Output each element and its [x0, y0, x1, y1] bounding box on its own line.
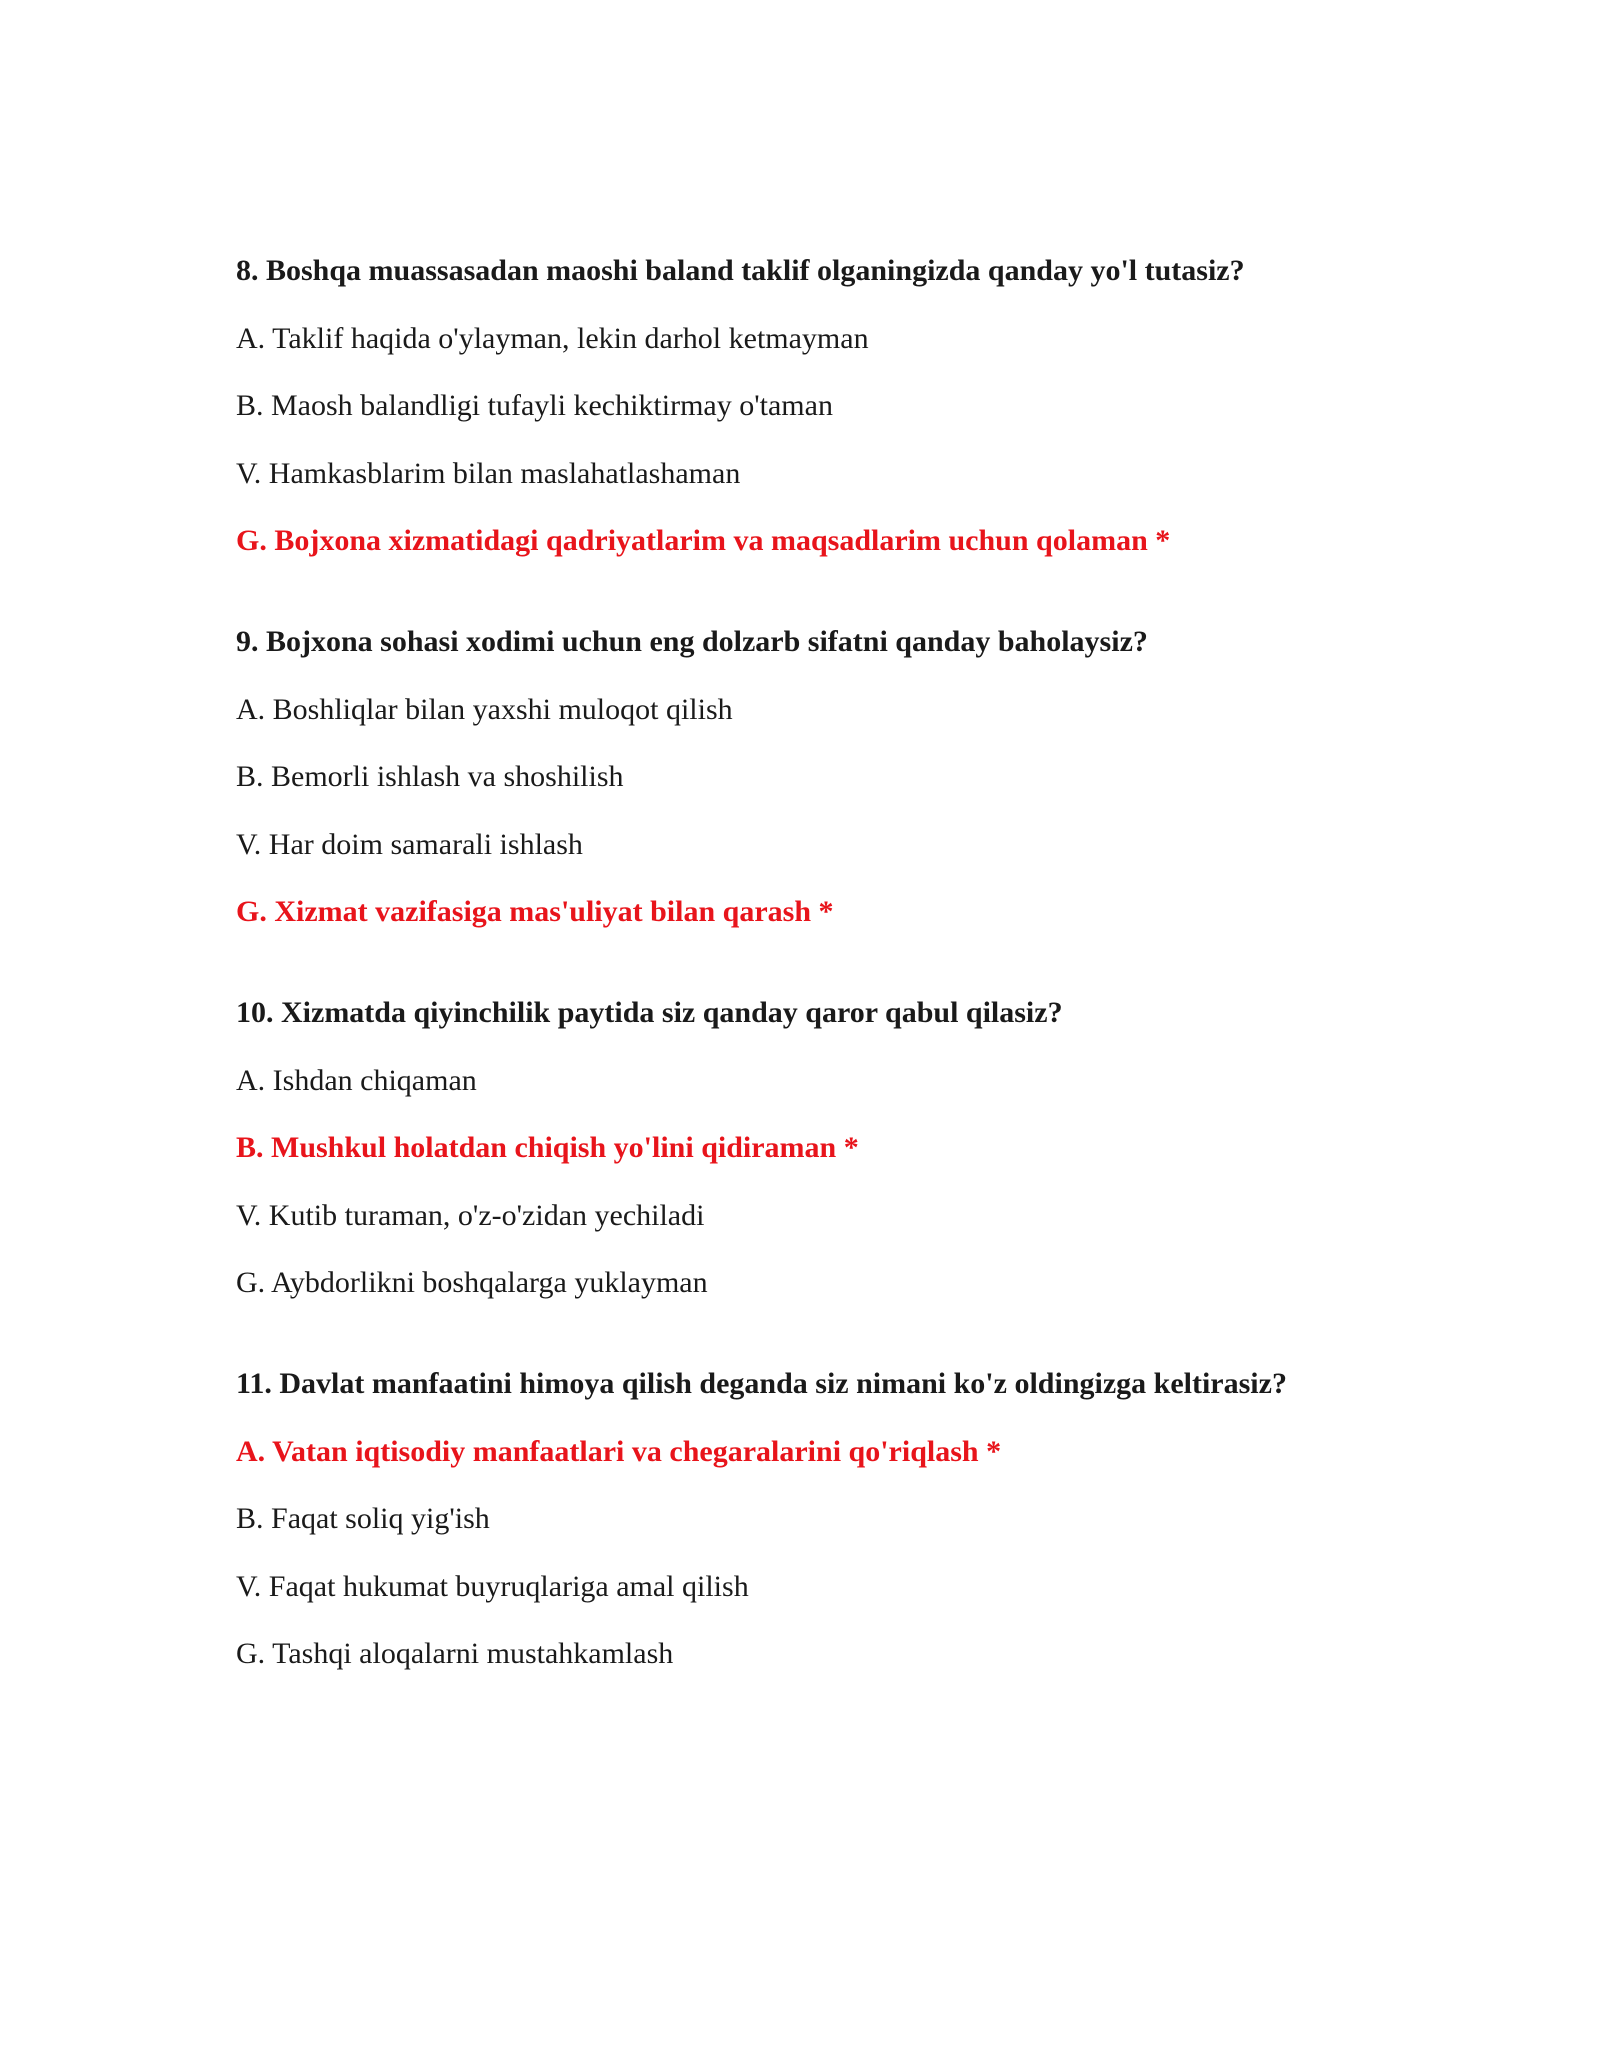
question-block-11: [236, 1367, 1436, 1671]
correct-answer-option: A. Vatan iqtisodiy manfaatlari va chegaralarini qo'riqlash *: [236, 1434, 1002, 1468]
answer-option: V. Faqat hukumat buyruqlariga amal qilish: [236, 1569, 749, 1603]
answer-option: A. Ishdan chiqaman: [236, 1063, 477, 1097]
answer-option: G. Aybdorlikni boshqalarga yuklayman: [236, 1266, 708, 1299]
questions-container: [236, 254, 1436, 1738]
answer-option: V. Har doim samarali ishlash: [236, 827, 583, 861]
question-text: 11. Davlat manfaatini himoya qilish deganda siz nimani ko'z oldingizga keltirasiz?: [236, 1367, 1287, 1400]
question-text: 9. Bojxona sohasi xodimi uchun eng dolzarb sifatni qanday baholaysiz?: [236, 625, 1148, 658]
question-block-9: [236, 625, 1436, 929]
question-block-10: [236, 996, 1436, 1300]
correct-answer-option: G. Xizmat vazifasiga mas'uliyat bilan qarash *: [236, 895, 834, 928]
question-text: 8. Boshqa muassasadan maoshi baland taklif olganingizda qanday yo'l tutasiz?: [236, 254, 1245, 287]
answer-option: B. Maosh balandligi tufayli kechiktirmay o'taman: [236, 389, 833, 422]
answer-option: A. Boshliqlar bilan yaxshi muloqot qilish: [236, 692, 733, 726]
answer-option: B. Faqat soliq yig'ish: [236, 1502, 490, 1535]
question-text: 10. Xizmatda qiyinchilik paytida siz qanday qaror qabul qilasiz?: [236, 996, 1063, 1029]
correct-answer-option: B. Mushkul holatdan chiqish yo'lini qidiraman *: [236, 1131, 859, 1164]
answer-option: V. Hamkasblarim bilan maslahatlashaman: [236, 456, 741, 490]
question-block-8: [236, 254, 1436, 558]
answer-option: A. Taklif haqida o'ylayman, lekin darhol ketmayman: [236, 321, 869, 355]
answer-option: G. Tashqi aloqalarni mustahkamlash: [236, 1637, 674, 1670]
answer-option: B. Bemorli ishlash va shoshilish: [236, 760, 624, 793]
answer-option: V. Kutib turaman, o'z-o'zidan yechiladi: [236, 1198, 705, 1232]
correct-answer-option: G. Bojxona xizmatidagi qadriyatlarim va maqsadlarim uchun qolaman *: [236, 524, 1171, 557]
